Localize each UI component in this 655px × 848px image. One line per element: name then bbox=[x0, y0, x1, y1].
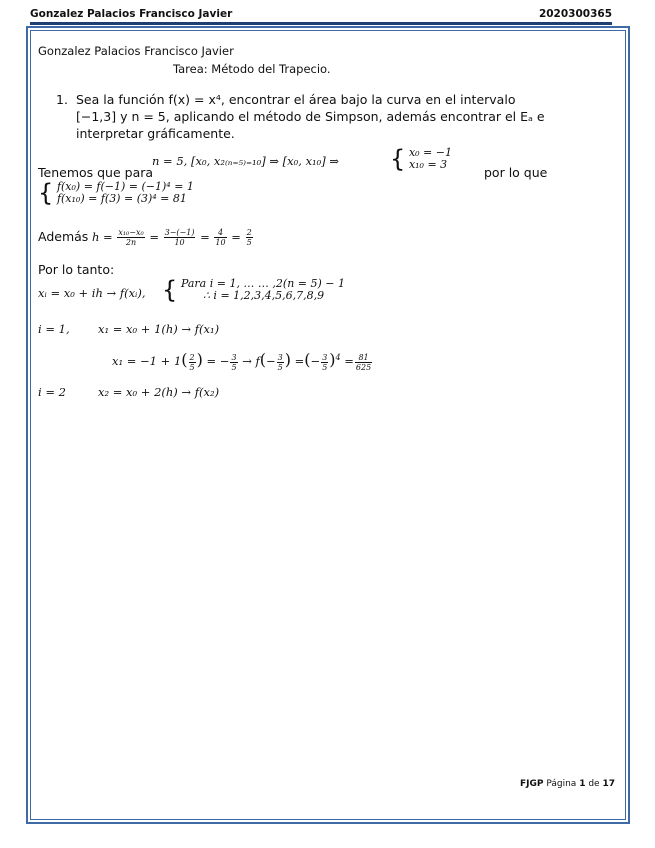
cases-stack bbox=[409, 147, 452, 171]
para-range: Para i = 1, … … ,2(n = 5) − 1 bbox=[180, 277, 346, 290]
footer-de: de bbox=[588, 779, 600, 789]
f-values-stack bbox=[57, 181, 194, 205]
intro-name: Gonzalez Palacios Francisco Javier bbox=[38, 44, 234, 58]
cases-block bbox=[390, 147, 452, 171]
case-x0: x₀ = −1 bbox=[408, 146, 452, 159]
problem-line-3: interpretar gráficamente. bbox=[76, 126, 235, 141]
index-range-stack bbox=[181, 278, 345, 302]
page-header bbox=[30, 2, 612, 25]
interval-expression: n = 5, [x₀, x₂₍ₙ₌₅₎₌₁₀] ⇒ [x₀, x₁₀] ⇒ bbox=[152, 154, 340, 168]
footer-initials: FJGP bbox=[519, 779, 544, 789]
xi-definition: xᵢ = x₀ + ih → f(xᵢ), bbox=[38, 286, 146, 300]
problem-line-2: [−1,3] y n = 5, aplicando el método de Simpson, además encontrar el Eₐ e bbox=[76, 109, 545, 124]
h-fraction-3: $\frac{4}{10}$ bbox=[215, 228, 226, 247]
i1-expression: x₁ = x₀ + 1(h) → f(x₁) bbox=[98, 322, 220, 336]
footer-page-number: 1 bbox=[579, 779, 586, 789]
header-id: 2020300365 bbox=[538, 8, 612, 20]
h-fraction-1: $\frac{\text{x₁₀−x₀}}{2n}$ bbox=[118, 228, 144, 247]
f-values-block bbox=[38, 181, 194, 205]
left-brace: { bbox=[38, 179, 54, 207]
left-brace: { bbox=[390, 145, 406, 173]
header-author: Gonzalez Palacios Francisco Javier bbox=[30, 8, 233, 20]
page-border bbox=[26, 26, 630, 824]
f-x0-value: f(x₀) = f(−1) = (−1)⁴ = 1 bbox=[56, 180, 194, 193]
h-fraction-2: $\frac{3-(-1)}{10}$ bbox=[164, 228, 195, 247]
x1-calculation: x₁ = −1 + 1( $\frac{2}{5}$ ) = − $\frac{3}{5}$ → f(− $\frac{3}{5}$ ) =(− $\frac{3}{5}$ )$^4$ = $\frac{81}{625}$ bbox=[112, 350, 372, 372]
por-lo-que-text: por lo que bbox=[484, 165, 548, 180]
i2-expression: x₂ = x₀ + 2(h) → f(x₂) bbox=[98, 385, 220, 399]
footer-pagina: Página bbox=[546, 779, 577, 789]
page-footer bbox=[520, 779, 615, 789]
task-title: Tarea: Método del Trapecio. bbox=[173, 62, 331, 76]
problem-line-1: Sea la función f(x) = x⁴, encontrar el área bajo la curva en el intervalo bbox=[76, 92, 516, 107]
i2-label: i = 2 bbox=[38, 385, 66, 399]
problem-number: 1. bbox=[56, 92, 68, 107]
tenemos-text: Tenemos que para bbox=[38, 165, 154, 180]
footer-total-pages: 17 bbox=[602, 779, 615, 789]
i1-label: i = 1, bbox=[38, 322, 70, 336]
therefore-range: ∴ i = 1,2,3,4,5,6,7,8,9 bbox=[202, 289, 325, 302]
index-range-block bbox=[162, 278, 345, 302]
h-fraction-4: $\frac{2}{5}$ bbox=[246, 228, 252, 247]
case-x10: x₁₀ = 3 bbox=[408, 158, 448, 171]
f-x10-value: f(x₁₀) = f(3) = (3)⁴ = 81 bbox=[56, 192, 187, 205]
h-line: Además h = $\frac{\text{x₁₀−x₀}}{2n}$ = $\frac{3-(-1)}{10}$ = $\frac{4}{10}$ = $\frac{2}{5}$ bbox=[38, 228, 252, 247]
ademas-text: Además bbox=[38, 229, 89, 244]
h-eq: h = bbox=[91, 230, 113, 244]
left-brace: { bbox=[162, 276, 178, 304]
por-lo-tanto-text: Por lo tanto: bbox=[38, 262, 115, 277]
x1-result: $\frac{81}{625}$ bbox=[355, 352, 372, 372]
